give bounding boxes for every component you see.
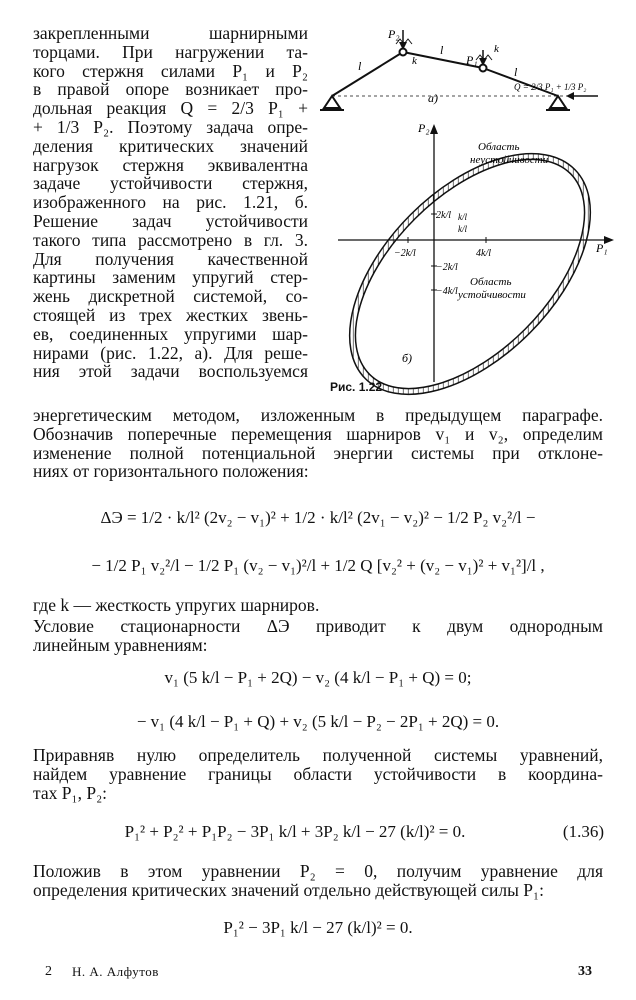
where-line: где k — жесткость упругих шарниров. [33, 595, 320, 615]
label-q: Q = 2/3 P₁ + 1/3 P₂ [514, 82, 587, 92]
tick-small-1: k/l [458, 212, 467, 222]
text-line: ния этой задачи воспользуемся [33, 361, 308, 382]
text-line: в правой опоре возникает про- [33, 79, 308, 100]
paragraph-stationarity [33, 617, 603, 655]
label-l3: l [514, 65, 518, 79]
text-line: нирами (рис. 1.22, а). Для реше- [33, 342, 308, 363]
region-stable-line1: Область [470, 276, 512, 288]
text-line: кого стержня силами P₁ и P₂ [33, 60, 308, 81]
label-l2: l [440, 43, 444, 57]
text-line: закрепленными шарнирными [33, 23, 308, 43]
text-line: определения критических значений отдельно действующей силы P₁: [33, 879, 544, 900]
system-equation-1: v₁ (5 k/l − P₁ + 2Q) − v₂ (4 k/l − P₁ + Q) = 0; [164, 668, 472, 687]
text-line: стоящей из трех жестких звень- [33, 304, 308, 325]
figure-caption: Рис. 1.22 [330, 380, 383, 394]
label-k2: k [494, 43, 499, 55]
paragraph-determinant [33, 746, 603, 802]
text-line: Решение задач устойчивости [33, 210, 308, 231]
region-unstable-line2: неустойчивости [470, 154, 549, 166]
axis-p1-label: P₁ [596, 241, 608, 255]
text-line: + 1/3 P₂. Поэтому задача опре- [33, 116, 308, 137]
page-number: 33 [578, 964, 592, 979]
tick-x-m2: −2k/l [394, 248, 416, 259]
system-equation-2: − v₁ (4 k/l − P₁ + Q) + v₂ (5 k/l − P₂ − 2P₁ + 2Q) = 0. [136, 712, 500, 731]
left-column-text [33, 24, 308, 381]
axis-p2-label: P₂ [418, 121, 430, 135]
equation-number: (1.36) [562, 822, 604, 841]
text-line: картины заменим упругий стер- [33, 267, 308, 288]
equation-energy-line1: ΔЭ = 1/2 · k/l² (2v₂ − v₁)² + 1/2 · k/l² (2v₁ − v₂)² − 1/2 P₂ v₂²/l − [100, 508, 536, 527]
region-unstable-line1: Область [478, 141, 520, 153]
text-line: жень дискретной системой, со- [33, 286, 308, 307]
paragraph-energy-method [33, 406, 603, 481]
text-line: ев, соединенных упругими шар- [33, 323, 308, 344]
tick-y-m4: −4k/l [436, 286, 458, 297]
tick-x-4: 4k/l [476, 248, 491, 259]
tick-y-m2: −2k/l [436, 262, 458, 273]
text-line: линейным уравнениям: [33, 634, 208, 655]
text-line: дольная реакция Q = 2/3 P₁ + [33, 98, 308, 119]
text-line: такого типа рассмотрено в гл. 3. [33, 229, 308, 250]
text-line: Для получения качественной [33, 248, 308, 269]
text-line: изменение полной потенциальной энергии системы при отклоне- [33, 442, 603, 463]
text-line: нагрузок стержня эквивалентна [33, 154, 308, 175]
panel-b-label: б) [402, 351, 413, 365]
text-line: ниях от горизонтального положения: [33, 461, 309, 482]
equation-1-36: P₁² + P₂² + P₁P₂ − 3P₁ k/l + 3P₂ k/l − 27 (k/l)² = 0. [124, 822, 466, 841]
equation-energy-line2: − 1/2 P₁ v₂²/l − 1/2 P₁ (v₂ − v₁)²/l + 1/2 Q [v₂² + (v₂ − v₁)² + v₁²]/l , [91, 556, 545, 575]
spring-hinge-2 [476, 55, 492, 60]
text-line: изображенного на рис. 1.21, б. [33, 192, 308, 213]
figure-panel-b [318, 110, 618, 398]
label-l1: l [358, 59, 362, 73]
panel-a-label: а) [428, 91, 438, 105]
paragraph-p2-zero [33, 862, 603, 900]
label-p1-top: P₁ [466, 53, 478, 67]
text-line: найдем уравнение границы области устойчивости в координа- [33, 763, 603, 784]
text-line: Обозначив поперечные перемещения шарниров v₁ и v₂, определим [33, 423, 603, 444]
label-p2-top: P₂ [388, 27, 400, 41]
text-line: деления критических значений [33, 135, 308, 156]
region-stable-line2: устойчивости [458, 289, 526, 301]
footer-signature: 2 [45, 964, 52, 979]
text-line: тах P₁, P₂: [33, 782, 108, 803]
figure-panel-a [320, 30, 598, 110]
text-line: Условие стационарности ΔЭ приводит к двум однородным [33, 616, 603, 636]
text-line: энергетическим методом, изложенным в предыдущем параграфе. [33, 405, 603, 425]
figure-1-22 [318, 20, 618, 398]
label-k1: k [412, 55, 417, 67]
equation-final: P₁² − 3P₁ k/l − 27 (k/l)² = 0. [223, 918, 413, 937]
footer-author: Н. А. Алфутов [72, 964, 159, 979]
text-line: Приравняв нулю определитель полученной системы уравнений, [33, 745, 603, 765]
tick-y-2: 2k/l [436, 210, 451, 221]
text-line: торцами. При нагружении та- [33, 41, 308, 62]
text-line: задаче устойчивости стержня, [33, 173, 308, 194]
text-line: Положив в этом уравнении P₂ = 0, получим уравнение для [33, 861, 603, 881]
tick-small-2: k/l [458, 224, 467, 234]
